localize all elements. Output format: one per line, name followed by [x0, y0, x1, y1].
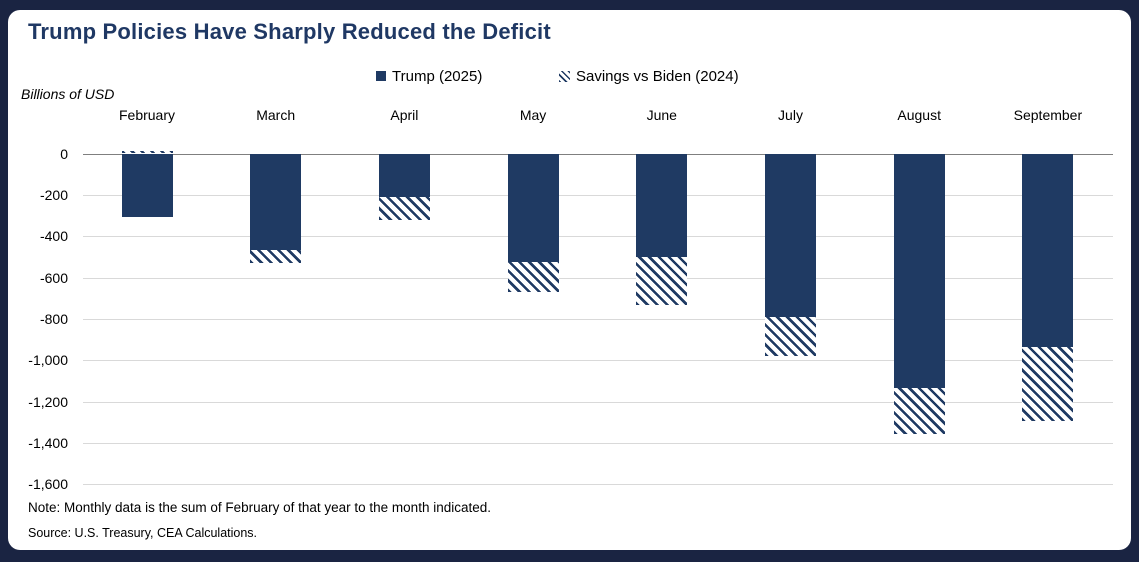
gridline	[83, 195, 1113, 196]
y-tick-label: -800	[39, 310, 68, 327]
gridline	[83, 484, 1113, 485]
chart-title: Trump Policies Have Sharply Reduced the Deficit	[28, 19, 551, 44]
note-text: Note: Monthly data is the sum of February of that year to the month indicated.	[28, 500, 491, 515]
bar-february-trump	[122, 154, 173, 217]
month-label-august: August	[897, 107, 941, 123]
bar-august-savings	[894, 388, 945, 434]
month-label-march: March	[256, 107, 296, 123]
y-tick-label: -1,400	[28, 434, 68, 451]
bar-july-trump	[765, 154, 816, 317]
bar-april-trump	[379, 154, 430, 197]
chart-card	[8, 10, 1131, 550]
bar-june-trump	[636, 154, 687, 257]
bar-september-trump	[1022, 154, 1073, 348]
month-label-july: July	[778, 107, 803, 123]
y-tick-label: -400	[39, 228, 68, 245]
gridline	[83, 236, 1113, 237]
gridline	[83, 443, 1113, 444]
y-tick-label: -200	[39, 186, 68, 203]
legend-label-savings: Savings vs Biden (2024)	[576, 67, 739, 85]
bar-may-trump	[508, 154, 559, 263]
gridline	[83, 402, 1113, 403]
bar-february-savings	[122, 151, 173, 153]
legend-label-trump: Trump (2025)	[392, 67, 483, 85]
bar-july-savings	[765, 317, 816, 356]
gridline	[83, 360, 1113, 361]
month-label-may: May	[519, 107, 547, 123]
bar-september-savings	[1022, 347, 1073, 421]
bar-april-savings	[379, 197, 430, 220]
plot-area	[8, 10, 1131, 550]
y-tick-label: -1,600	[28, 476, 68, 493]
y-tick-label: 0	[60, 145, 68, 162]
source-text: Source: U.S. Treasury, CEA Calculations.	[28, 526, 258, 540]
month-label-february: February	[118, 107, 176, 123]
bar-june-savings	[636, 257, 687, 306]
bar-march-savings	[250, 250, 301, 263]
y-tick-label: -1,200	[28, 393, 68, 410]
zero-axis-line	[83, 154, 1113, 155]
gridline	[83, 278, 1113, 279]
bar-march-trump	[250, 154, 301, 251]
month-label-june: June	[646, 107, 677, 123]
bar-august-trump	[894, 154, 945, 389]
y-tick-label: -1,000	[28, 352, 68, 369]
y-axis-unit-label: Billions of USD	[21, 86, 115, 102]
bar-may-savings	[508, 262, 559, 292]
month-label-september: September	[1013, 107, 1083, 123]
y-tick-label: -600	[39, 269, 68, 286]
gridline	[83, 319, 1113, 320]
month-label-april: April	[390, 107, 419, 123]
